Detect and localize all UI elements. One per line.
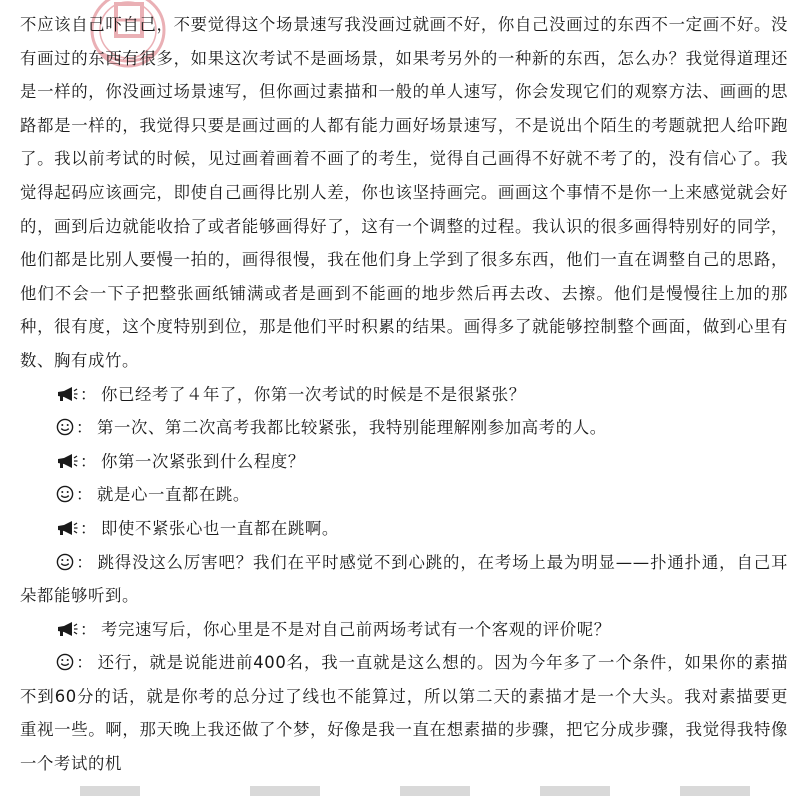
dialogue-text: 就是心一直都在跳。 xyxy=(97,485,250,505)
megaphone-icon xyxy=(56,453,78,469)
dialogue-text: 还行，就是说能进前400名，我一直就是这么想的。因为今年多了一个条件，如果你的素描不到60分的话，就是你考的总分过了线也不能算过，所以第二天的素描才是一个大头。我对素描要更重视一些。啊，那天晚上我还做了个梦，好像是我一直在想素描的步骤，把它分成步骤，我觉得我特像一个考试的机 xyxy=(20,653,788,774)
dialogue-line-interviewee xyxy=(20,546,788,613)
megaphone-icon xyxy=(56,386,78,402)
document-body xyxy=(20,8,788,781)
colon: ： xyxy=(76,418,93,438)
smiley-face-icon xyxy=(56,653,74,671)
colon: ： xyxy=(76,653,94,673)
dialogue-text: 即使不紧张心也一直都在跳啊。 xyxy=(101,518,339,538)
colon: ： xyxy=(76,552,94,572)
intro-paragraph: 不应该自己吓自己，不要觉得这个场景速写我没画过就画不好，你自己没画过的东西不一定画不好。没有画过的东西有很多，如果这次考试不是画场景，如果考另外的一种新的东西，怎么办？我觉得道理还是一样的，你没画过场景速写，但你画过素描和一般的单人速写，你会发现它们的观察方法、画画的思路都是一样的，我觉得只要是画过画的人都有能力画好场景速写，不是说出个陌生的考题就把人给吓跑了。我以前考试的时候，见过画着画着不画了的考生，觉得自己画得不好就不考了的，没有信心了。我觉得起码应该画完，即使自己画得比别人差，你也该坚持画完。画画这个事情不是你一上来感觉就会好的，画到后边就能收拾了或者能够画得好了，这有一个调整的过程。我认识的很多画得特别好的同学，他们都是比别人要慢一拍的，画得很慢，我在他们身上学到了很多东西，他们一直在调整自己的思路，他们不会一下子把整张画纸铺满或者是画到不能画的地步然后再去改、去擦。他们是慢慢往上加的那种，很有度，这个度特别到位，那是他们平时积累的结果。画得多了就能够控制整个画面，做到心里有数、胸有成竹。 xyxy=(20,15,788,370)
dialogue-line-interviewer xyxy=(20,613,788,647)
smiley-face-icon xyxy=(56,485,74,503)
smiley-face-icon xyxy=(56,553,74,571)
megaphone-icon xyxy=(56,520,78,536)
dialogue-text: 你第一次紧张到什么程度？ xyxy=(101,451,305,471)
dialogue-line-interviewer xyxy=(20,445,788,479)
colon: ： xyxy=(80,384,97,404)
megaphone-icon xyxy=(56,621,78,637)
dialogue-line-interviewer xyxy=(20,378,788,412)
dialogue-line-interviewee xyxy=(20,646,788,780)
dialogue-line-interviewer xyxy=(20,512,788,546)
colon: ： xyxy=(80,619,97,639)
dialogue-text: 考完速写后，你心里是不是对自己前两场考试有一个客观的评价呢？ xyxy=(101,619,611,639)
colon: ： xyxy=(80,518,97,538)
dialogue-text: 第一次、第二次高考我都比较紧张，我特别能理解刚参加高考的人。 xyxy=(97,418,607,438)
colon: ： xyxy=(76,485,93,505)
colon: ： xyxy=(80,451,97,471)
dialogue-text: 跳得没这么厉害吧？我们在平时感觉不到心跳的，在考场上最为明显——扑通扑通，自己耳朵都能够听到。 xyxy=(20,552,788,606)
dialogue-line-interviewee xyxy=(20,478,788,512)
smiley-face-icon xyxy=(56,418,74,436)
dialogue-text: 你已经考了４年了，你第一次考试的时候是不是很紧张？ xyxy=(101,384,526,404)
dialogue-line-interviewee xyxy=(20,411,788,445)
